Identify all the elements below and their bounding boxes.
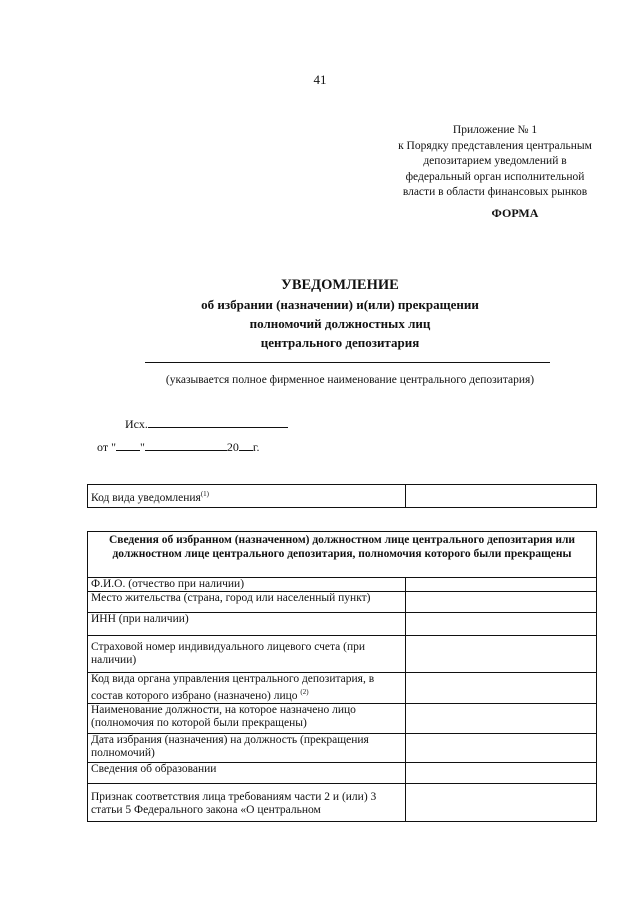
year-prefix: 20 (226, 440, 239, 454)
outgoing-number-row (125, 415, 288, 432)
table-row (88, 485, 597, 508)
year-suffix: г. (252, 440, 260, 454)
title-line: полномочий должностных лиц (249, 316, 431, 331)
row-value-field[interactable] (406, 636, 597, 673)
row-value-field[interactable] (406, 783, 597, 821)
row-label: Код вида органа управления центрального депозитария, в состав которого избрано (назначено) лицо $^{(2)}$ (88, 673, 406, 704)
footnote-marker: (2) (300, 688, 309, 696)
notification-code-label: Код вида уведомления$^{(1)}$ (88, 485, 406, 508)
appendix-line: власти в области финансовых рынков (402, 186, 588, 198)
official-info-table (87, 531, 597, 822)
page-number: 41 (313, 72, 327, 87)
row-value-field[interactable] (406, 592, 597, 613)
row-label: Ф.И.О. (отчество при наличии) (88, 578, 406, 592)
title-main: УВЕДОМЛЕНИЕ (281, 277, 399, 293)
row-label: Сведения об образовании (88, 762, 406, 783)
row-value-field[interactable] (406, 733, 597, 762)
table-header-row (88, 532, 597, 578)
row-value-field[interactable] (406, 613, 597, 636)
date-from-label: от " (97, 440, 116, 454)
row-label: Наименование должности, на которое назначено лицо (полномочия по которой были прекращены) (88, 703, 406, 733)
table-row (88, 673, 597, 704)
footnote-marker: (1) (200, 489, 209, 498)
row-label: Место жительства (страна, город или населенный пункт) (88, 592, 406, 613)
day-field[interactable] (116, 438, 140, 451)
month-field[interactable] (145, 438, 227, 451)
outgoing-label: Исх. (125, 417, 148, 431)
date-row (97, 438, 259, 455)
appendix-line: депозитарием уведомлений в (423, 155, 567, 167)
row-label: ИНН (при наличии) (88, 613, 406, 636)
table-row (88, 762, 597, 783)
row-value-field[interactable] (406, 578, 597, 592)
date-quote: " (139, 440, 145, 454)
notification-code-field[interactable] (406, 485, 597, 508)
table-header: Сведения об избранном (назначенном) должностном лице центрального депозитария или должностном лице центрального депозитария, полномочия которого были прекращены (88, 532, 597, 578)
appendix-reference (380, 123, 610, 201)
row-value-field[interactable] (406, 673, 597, 704)
appendix-line: федеральный орган исполнительной (405, 170, 585, 183)
row-label: Дата избрания (назначения) на должность (прекращения полномочий) (88, 733, 406, 762)
table-row (88, 703, 597, 733)
table-row (88, 613, 597, 636)
appendix-line: Приложение № 1 (452, 124, 538, 136)
depository-name-caption: (указывается полное фирменное наименование центрального депозитария) (165, 374, 535, 386)
title-line: центрального депозитария (260, 335, 420, 350)
year-field[interactable] (239, 438, 253, 451)
table-row (88, 592, 597, 613)
form-label: ФОРМА (491, 206, 539, 220)
table-row (88, 733, 597, 762)
table-row (88, 783, 597, 821)
row-label: Страховой номер индивидуального лицевого счета (при наличии) (88, 636, 406, 673)
document-title (120, 276, 560, 352)
appendix-line: к Порядку представления центральным (398, 139, 592, 152)
notification-code-table (87, 484, 597, 508)
table-row (88, 636, 597, 673)
row-value-field[interactable] (406, 762, 597, 783)
row-value-field[interactable] (406, 703, 597, 733)
row-label: Признак соответствия лица требованиям части 2 и (или) 3 статьи 5 Федерального закона «О центральном (88, 783, 406, 821)
depository-name-line[interactable] (145, 362, 550, 363)
outgoing-number-field[interactable] (148, 415, 288, 428)
table-row (88, 578, 597, 592)
title-line: об избрании (назначении) и(или) прекращении (201, 297, 479, 312)
